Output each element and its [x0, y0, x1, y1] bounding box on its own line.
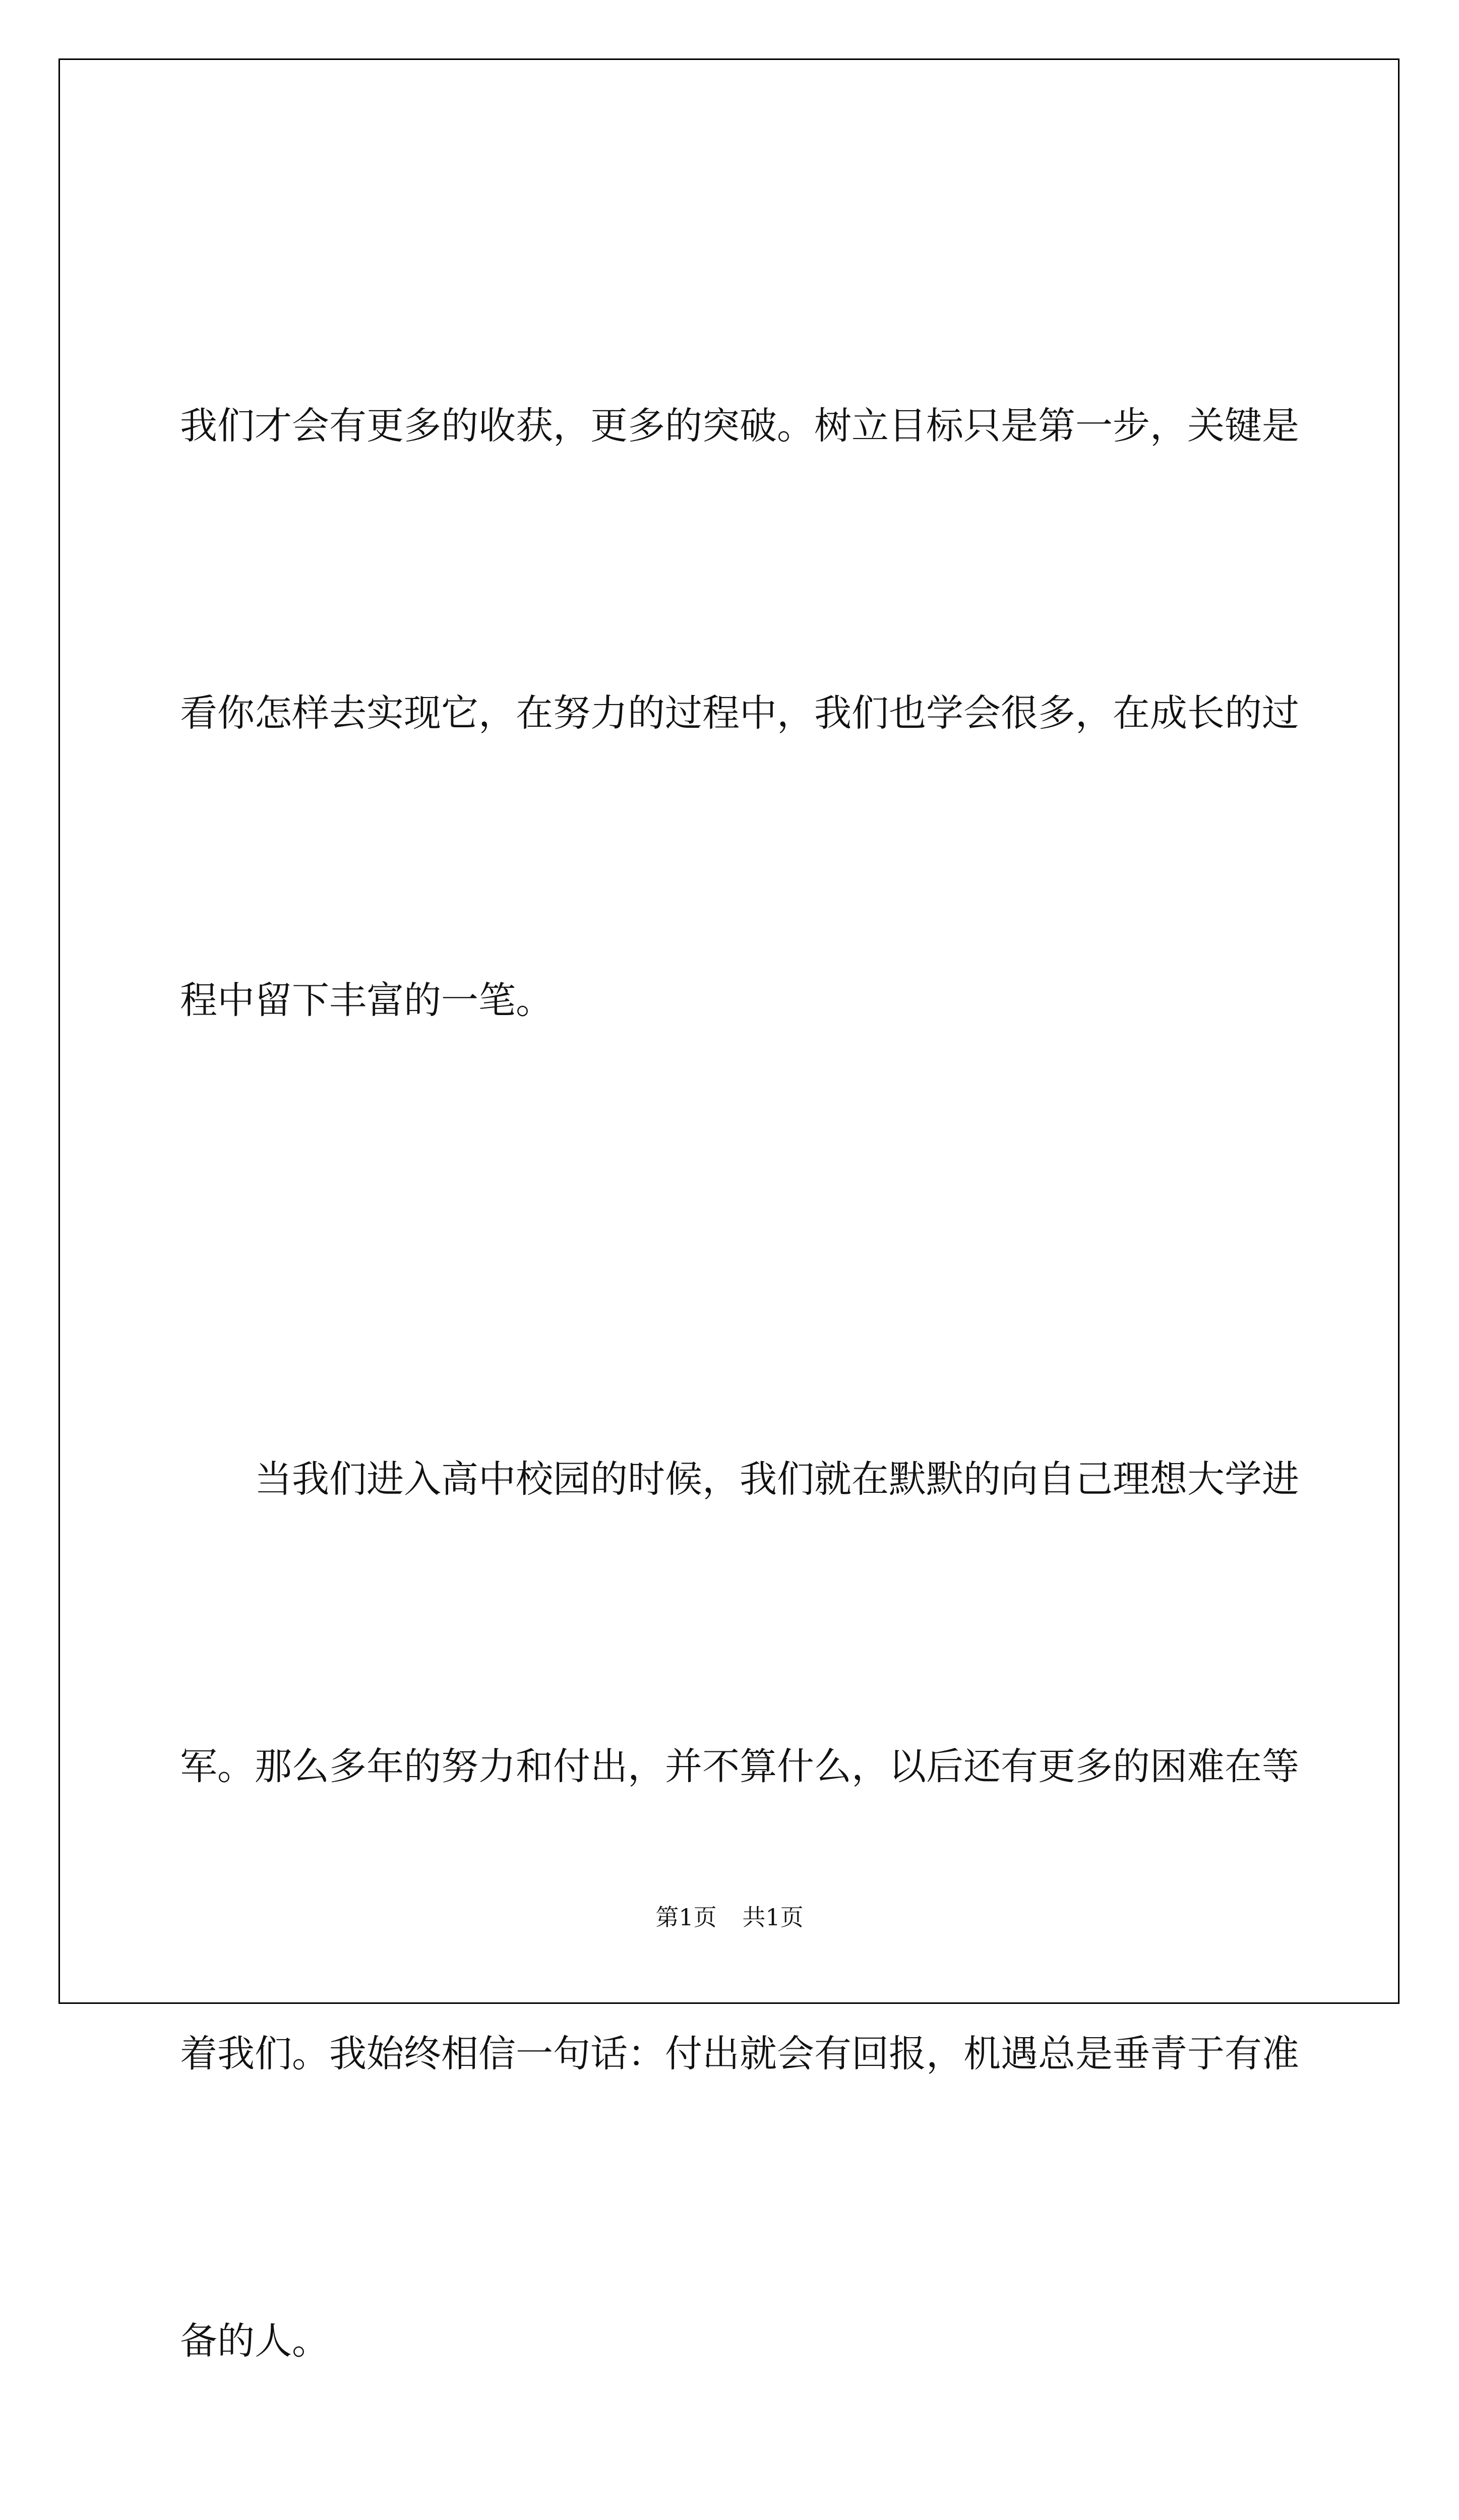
paragraph-2: [180, 1240, 1299, 2520]
document-body: [180, 186, 1299, 2520]
text-line: 程中留下丰富的一笔。: [180, 979, 553, 1022]
page-footer: [0, 1899, 1459, 1932]
text-line: 着我们。我始终相信一句话：付出就会有回报，机遇总是垂青于有准: [180, 2032, 1299, 2075]
text-line: 我们才会有更多的收获，更多的突破。树立目标只是第一步，关键是: [180, 404, 1299, 448]
text-line: 备的人。: [180, 2319, 329, 2363]
page-total: 共1页: [742, 1904, 804, 1931]
paragraph-1: [180, 186, 1299, 1240]
page-number: 第1页: [655, 1904, 717, 1931]
text-line: 军。那么多年的努力和付出，并不算什么，以后还有更多的困难在等: [180, 1745, 1299, 1788]
text-line: 当我们进入高中校园的时候，我们就在默默的向自己理想大学进: [180, 1458, 1299, 1501]
text-line: 看你怎样去实现它，在努力的过程中，我们也学会很多，在成长的过: [180, 691, 1299, 735]
